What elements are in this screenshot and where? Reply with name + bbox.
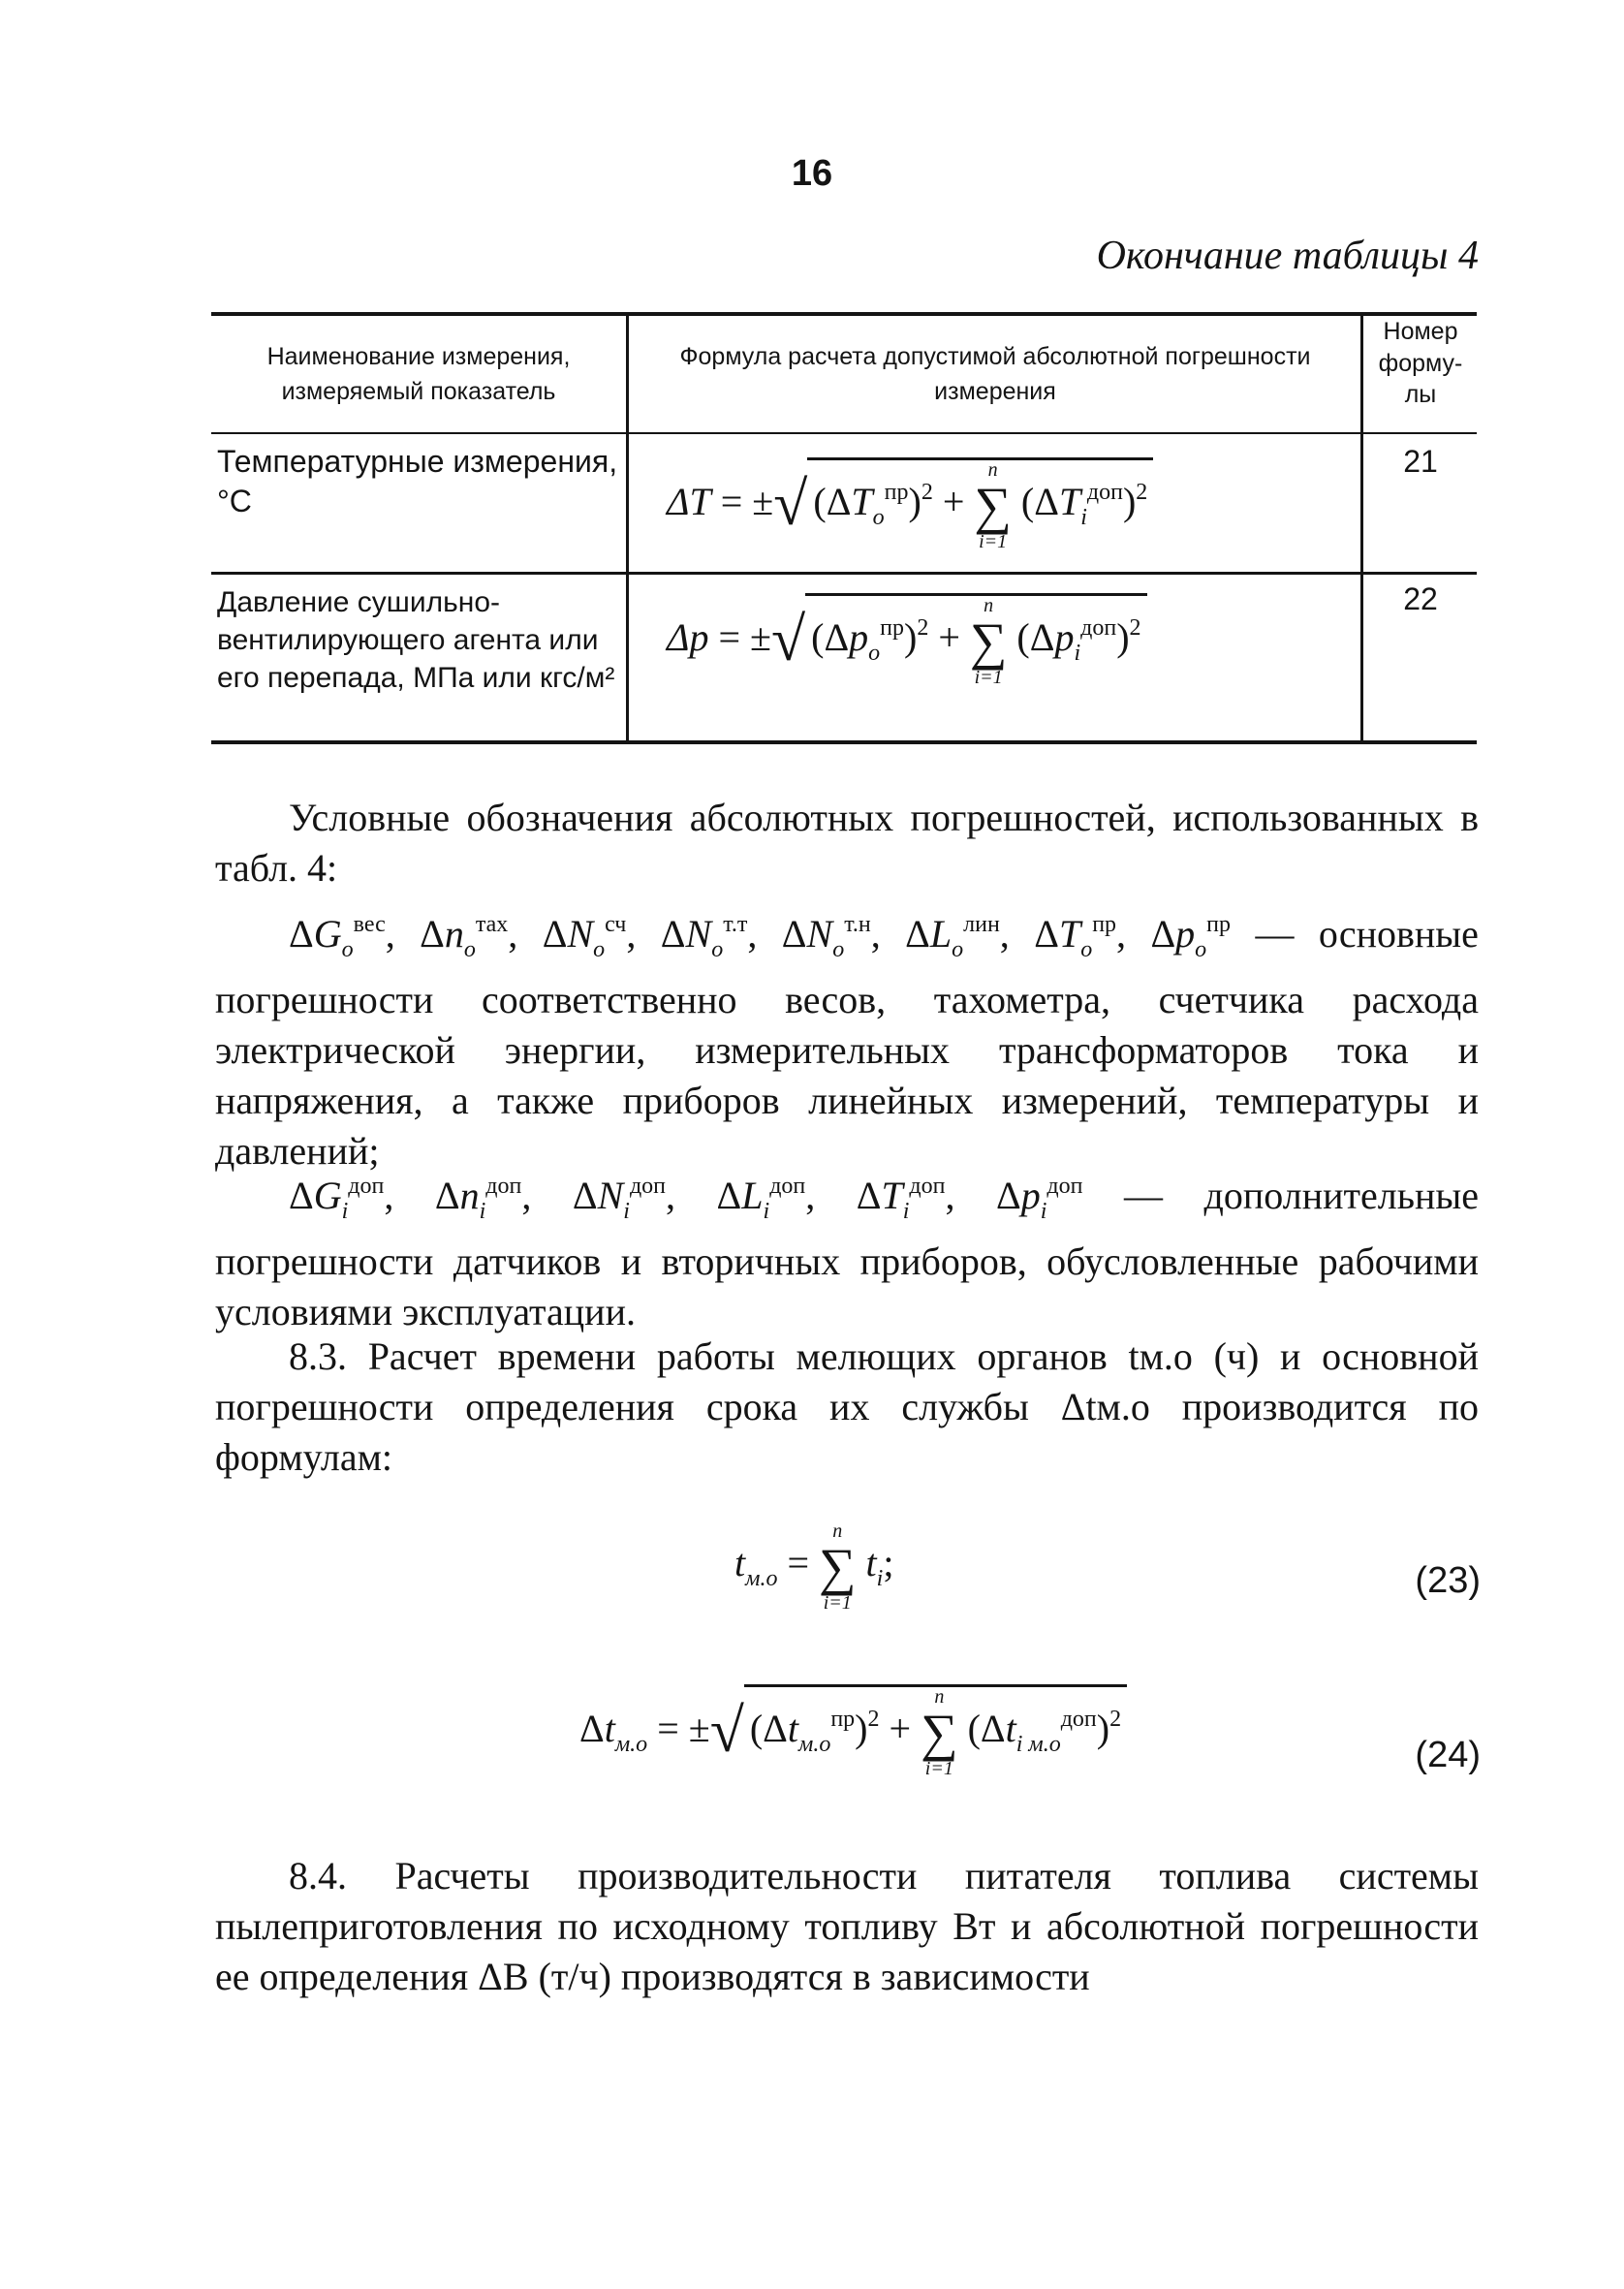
- page-number: 16: [791, 153, 833, 194]
- row-2-formula-lhs: Δp: [667, 615, 709, 660]
- header-rule: [211, 432, 1477, 434]
- equation-23-number: (23): [1415, 1560, 1481, 1601]
- equation-23: $t_{м.о}$ = n ∑ i=1 $t_i$;: [734, 1521, 894, 1614]
- row-2-name: Давление сушильно-вентилирующего агента или его перепада, МПа или кгс/м²: [217, 586, 615, 694]
- column-divider-1: [626, 312, 629, 744]
- row-1-name: Температурные измерения, °С: [217, 444, 618, 518]
- basic-errors-symbols: $\Delta G_o^{вес}$, $\Delta n_o^{тах}$, $\Delta N_o^{сч}$, $\Delta N_o^{т.т}$, $\Delta N_o^{т.н}$, $\Delta L_o^{лин}$, $\Delta T_o^{пр}$, $\Delta p_o^{пр}$: [289, 912, 1232, 962]
- section-8-3: 8.3. Расчет времени работы мелющих органов tм.о (ч) и основной погрешности определения срока их службы Δtм.о производится по формулам:: [215, 1334, 1479, 1479]
- row-rule: [211, 572, 1477, 575]
- header-formula: Формула расчета допустимой абсолютной погрешности измерения: [679, 343, 1311, 406]
- table-4: [211, 312, 1477, 744]
- basic-errors-text: — основные погрешности соответственно весов, тахометра, счетчика расхода электрической энергии, измерительных трансформаторов тока и напряжения, а также приборов линейных измерений, температуры и давлений;: [215, 912, 1479, 1173]
- additional-errors-paragraph: [215, 1161, 1479, 1337]
- row-1-formula: ΔT = ±√ $(\Delta T_o^{пр})^2$ + n ∑ i=1 $(\Delta T_i^{доп})^2$: [667, 457, 1153, 551]
- row-2-formula: Δp = ±√ $(\Delta p_o^{пр})^2$ + n ∑ i=1 $(\Delta p_i^{доп})^2$: [667, 593, 1147, 687]
- header-name: Наименование измерения, измеряемый показатель: [266, 343, 571, 406]
- equation-24: $\Delta t_{м.о}$ = ±√ $(\Delta t_{м.о}^{пр})^2$ + n ∑ i=1 $(\Delta t_{i м.о}^{доп})^2$: [579, 1684, 1127, 1778]
- additional-errors-symbols: $\Delta G_i^{доп}$, $\Delta n_i^{доп}$, $\Delta N_i^{доп}$, $\Delta L_i^{доп}$, $\Delta T_i^{доп}$, $\Delta p_i^{доп}$: [289, 1174, 1083, 1224]
- basic-errors-paragraph: [215, 899, 1479, 1176]
- row-1-formula-lhs: ΔT: [667, 480, 711, 524]
- table-bottom-rule: [211, 740, 1477, 744]
- table-caption: Окончание таблицы 4: [1096, 234, 1479, 278]
- legend-intro: Условные обозначения абсолютных погрешностей, использованных в табл. 4:: [215, 796, 1479, 890]
- table-top-rule: [211, 312, 1477, 316]
- row-2-number: 22: [1403, 581, 1438, 616]
- section-8-4: 8.4. Расчеты производительности питателя топлива системы пылеприготовления по исходному топливу Bт и абсолютной погрешности ее определения ΔB (т/ч) производятся в зависимости: [215, 1854, 1479, 1998]
- header-number: Номер форму-лы: [1378, 318, 1463, 408]
- additional-errors-text: — дополнительные погрешности датчиков и вторичных приборов, обусловленные рабочими условиями эксплуатации.: [215, 1174, 1479, 1333]
- row-1-number: 21: [1403, 444, 1438, 479]
- column-divider-2: [1360, 312, 1363, 744]
- equation-24-number: (24): [1415, 1735, 1481, 1775]
